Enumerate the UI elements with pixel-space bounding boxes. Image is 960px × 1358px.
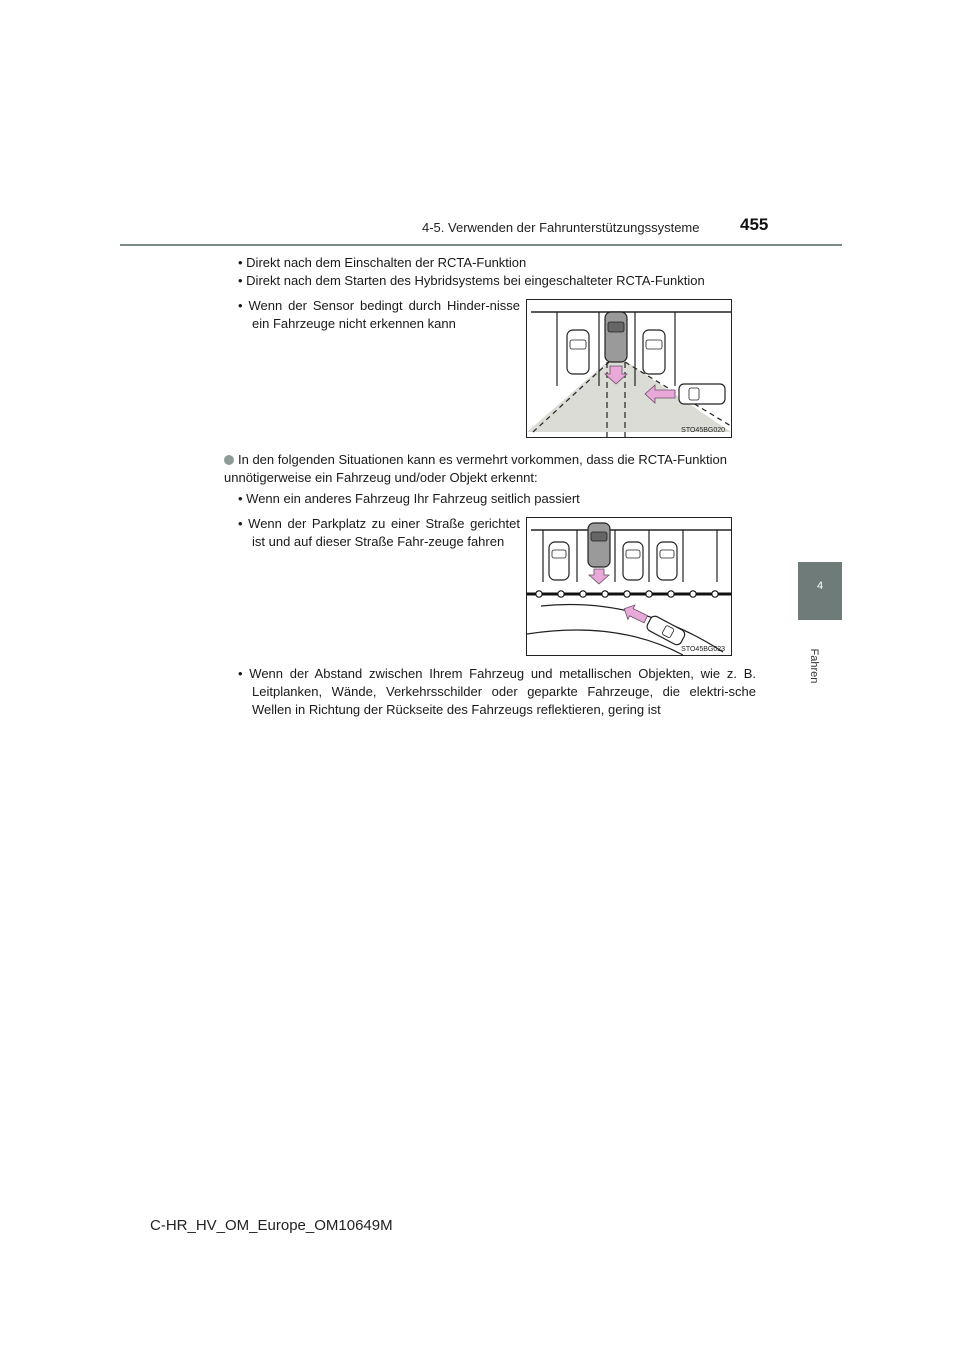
traffic-arrow [621, 602, 650, 627]
parking-diagram-1 [527, 300, 731, 437]
chapter-tab-number: 4 [816, 580, 824, 592]
list-item-sensor: • Wenn der Sensor bedingt durch Hinder-nisse ein Fahrzeuge nicht erkennen kann [238, 298, 520, 331]
parked-car [549, 542, 569, 580]
chapter-tab-label: Fahren [808, 648, 820, 684]
parked-car-right [643, 330, 665, 374]
figure-road-traffic [526, 517, 732, 656]
list-item-road: • Wenn der Parkplatz zu einer Straße gerichtet ist und auf dieser Straße Fahr-zeuge fahren [238, 516, 520, 549]
header-divider [120, 244, 842, 246]
figure-code: STO45BG020 [681, 427, 725, 434]
parking-diagram-2 [527, 518, 731, 655]
approaching-car [679, 384, 725, 404]
section-intro [224, 451, 800, 487]
own-car [588, 523, 610, 567]
own-car [605, 312, 627, 362]
header-section-title: 4-5. Verwenden der Fahrunterstützungssysteme [422, 220, 700, 235]
page-number: 455 [740, 215, 769, 234]
reverse-arrow [589, 569, 609, 584]
list-item: • Direkt nach dem Starten des Hybridsystems bei eingeschalteter RCTA-Funktion [238, 273, 705, 288]
figure-sensor-obstruction [526, 299, 732, 438]
bullet-circle-icon [224, 455, 234, 465]
parked-car [623, 542, 643, 580]
list-item-distance: • Wenn der Abstand zwischen Ihrem Fahrzeug und metallischen Objekten, wie z. B. Leitplanken, Wände, Verkehrsschilder oder geparkte Fahrzeuge, die elektri-sche Wellen in Richtung der Rückseite des Fahrzeugs reflektieren, gering ist [238, 666, 756, 717]
list-item: • Direkt nach dem Einschalten der RCTA-Funktion [238, 255, 527, 270]
figure-code: STO45BG023 [681, 646, 725, 653]
list-item-passing: • Wenn ein anderes Fahrzeug Ihr Fahrzeug seitlich passiert [238, 491, 580, 506]
parked-car-left [567, 330, 589, 374]
section-intro-text: In den folgenden Situationen kann es vermehrt vorkommen, dass die RCTA-Funktion unnötigerweise ein Fahrzeug und/oder Objekt erkennt: [224, 452, 727, 485]
document-code: C-HR_HV_OM_Europe_OM10649M [150, 1217, 393, 1234]
rail-posts [536, 591, 718, 597]
parked-car [657, 542, 677, 580]
